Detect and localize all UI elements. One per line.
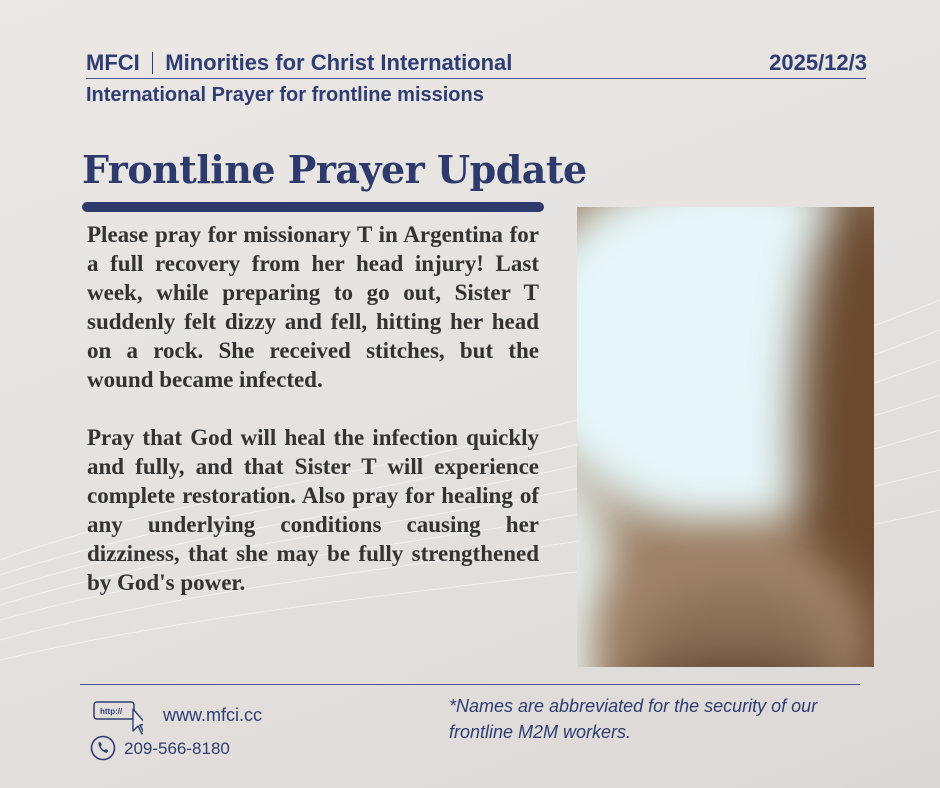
footer-rule [80, 684, 860, 685]
header-divider [152, 52, 154, 74]
prayer-body [87, 220, 539, 626]
blurred-missionary-photo [577, 207, 874, 667]
prayer-paragraph-1: Please pray for missionary T in Argentina for a full recovery from her head injury! Last week, while preparing to go out, Sister T suddenly felt dizzy and fell, hitting her head on a rock. She received stitches, but the wound became infected. [87, 222, 539, 392]
title-underline-bar [82, 202, 544, 212]
browser-cursor-icon [93, 697, 143, 737]
phone-number[interactable]: 209-566-8180 [124, 739, 230, 758]
page-title: Frontline Prayer Update [82, 147, 587, 192]
prayer-paragraph-2: Pray that God will heal the infection quickly and fully, and that Sister T will experience complete restoration. Also pray for healing of any underlying conditions causing her dizziness, that she may be fully strengthened by God's power. [87, 425, 539, 595]
phone-icon [90, 735, 116, 761]
security-note: *Names are abbreviated for the security of our frontline M2M workers. [449, 696, 818, 742]
header-subtitle: International Prayer for frontline missions [86, 84, 484, 106]
org-full-name: Minorities for Christ International [165, 50, 513, 75]
http-label: http:// [100, 707, 123, 716]
org-short-name: MFCI [86, 50, 140, 75]
header-date: 2025/12/3 [769, 50, 867, 75]
header-org [86, 50, 512, 76]
website-link[interactable]: www.mfci.cc [163, 705, 262, 725]
header-rule [86, 78, 866, 79]
